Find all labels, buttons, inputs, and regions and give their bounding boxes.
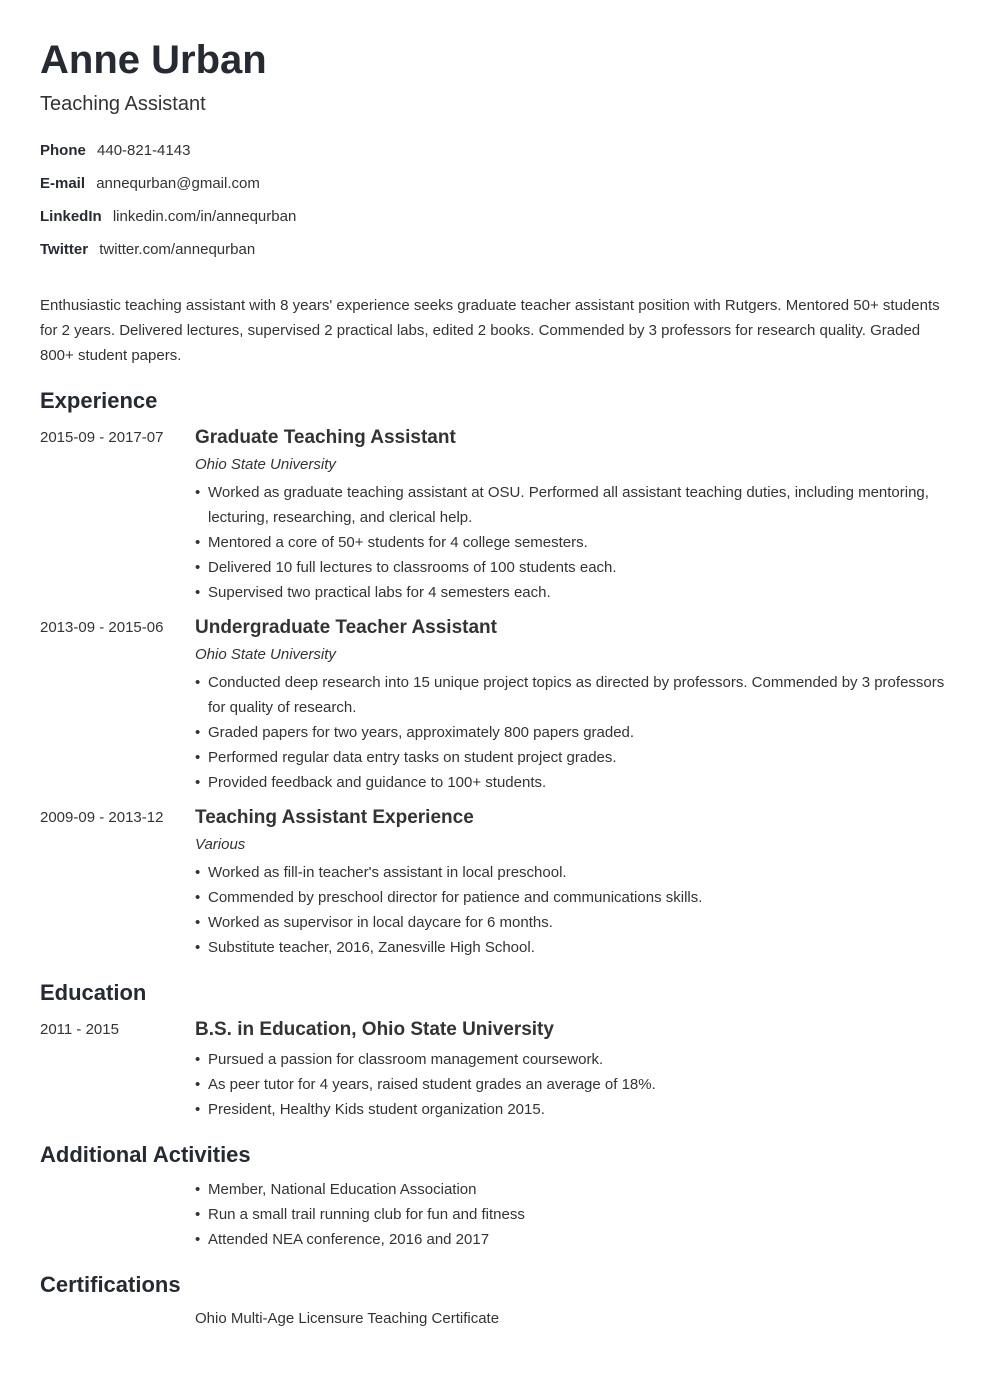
list-item: • Graded papers for two years, approximately 800 papers graded. [195, 720, 950, 745]
list-item: • Provided feedback and guidance to 100+ students. [195, 770, 950, 795]
list-item: • As peer tutor for 4 years, raised student grades an average of 18%. [195, 1072, 950, 1097]
list-item: • Worked as fill-in teacher's assistant in local preschool. [195, 860, 950, 885]
list-item: • Mentored a core of 50+ students for 4 college semesters. [195, 530, 950, 555]
list-item: • Delivered 10 full lectures to classrooms of 100 students each. [195, 555, 950, 580]
entry-body [195, 616, 950, 795]
list-item: • Performed regular data entry tasks on student project grades. [195, 745, 950, 770]
contact-row-phone [40, 141, 296, 174]
list-item: • Supervised two practical labs for 4 semesters each. [195, 580, 950, 605]
contact-list [40, 141, 296, 273]
bullet-list [195, 480, 950, 605]
employer: Various [195, 836, 246, 853]
entry-body [195, 426, 950, 605]
certifications-heading: Certifications [40, 1272, 181, 1297]
bullet-list [195, 1047, 950, 1122]
entry-dates: 2009-09 - 2013-12 [40, 809, 164, 826]
job-title: Teaching Assistant Experience [195, 807, 474, 828]
twitter-value: twitter.com/annequrban [99, 241, 256, 258]
candidate-role: Teaching Assistant [40, 93, 206, 115]
list-item: • Member, National Education Association [195, 1177, 950, 1202]
contact-row-email [40, 174, 296, 207]
certification-item: Ohio Multi-Age Licensure Teaching Certificate [195, 1310, 500, 1327]
phone-value: 440-821-4143 [97, 142, 191, 159]
linkedin-value: linkedin.com/in/annequrban [112, 208, 297, 225]
entry-dates: 2013-09 - 2015-06 [40, 619, 164, 636]
list-item: • Attended NEA conference, 2016 and 2017 [195, 1227, 950, 1252]
degree-title: B.S. in Education, Ohio State University [195, 1019, 554, 1040]
bullet-list [195, 670, 950, 795]
candidate-name: Anne Urban [40, 38, 267, 82]
list-item: • Pursued a passion for classroom management coursework. [195, 1047, 950, 1072]
job-title: Undergraduate Teacher Assistant [195, 617, 497, 638]
entry-dates: 2011 - 2015 [40, 1021, 119, 1038]
contact-label: LinkedIn [40, 208, 102, 225]
profile-summary: Enthusiastic teaching assistant with 8 years' experience seeks graduate teacher assistant position with Rutgers. Mentored 50+ students for 2 years. Delivered lectures, supervised 2 practical labs, edited 2 books. Commended by 3 professors for research quality. Graded 800+ student papers. [40, 297, 940, 364]
list-item: • Worked as supervisor in local daycare for 6 months. [195, 910, 950, 935]
entry-body [195, 1018, 950, 1122]
bullet-list [195, 1177, 950, 1252]
entry-body [195, 806, 950, 960]
list-item: • Run a small trail running club for fun and fitness [195, 1202, 950, 1227]
contact-label: E-mail [40, 175, 86, 192]
contact-label: Twitter [40, 241, 89, 258]
list-item: • Worked as graduate teaching assistant at OSU. Performed all assistant teaching duties, including mentoring, lecturing, researching, and clerical help. [195, 480, 950, 530]
job-title: Graduate Teaching Assistant [195, 427, 456, 448]
list-item: • President, Healthy Kids student organization 2015. [195, 1097, 950, 1122]
contact-row-twitter [40, 240, 296, 273]
entry-dates: 2015-09 - 2017-07 [40, 429, 164, 446]
list-item: • Conducted deep research into 15 unique project topics as directed by professors. Commended by 3 professors for quality of research. [195, 670, 950, 720]
employer: Ohio State University [195, 646, 336, 663]
experience-heading: Experience [40, 388, 158, 413]
contact-label: Phone [40, 142, 86, 159]
entry-body [195, 1177, 950, 1252]
list-item: • Substitute teacher, 2016, Zanesville High School. [195, 935, 950, 960]
activities-heading: Additional Activities [40, 1142, 251, 1167]
contact-row-linkedin [40, 207, 296, 240]
education-heading: Education [40, 980, 147, 1005]
bullet-list [195, 860, 950, 960]
email-value: annequrban@gmail.com [96, 175, 260, 192]
employer: Ohio State University [195, 456, 336, 473]
list-item: • Commended by preschool director for patience and communications skills. [195, 885, 950, 910]
